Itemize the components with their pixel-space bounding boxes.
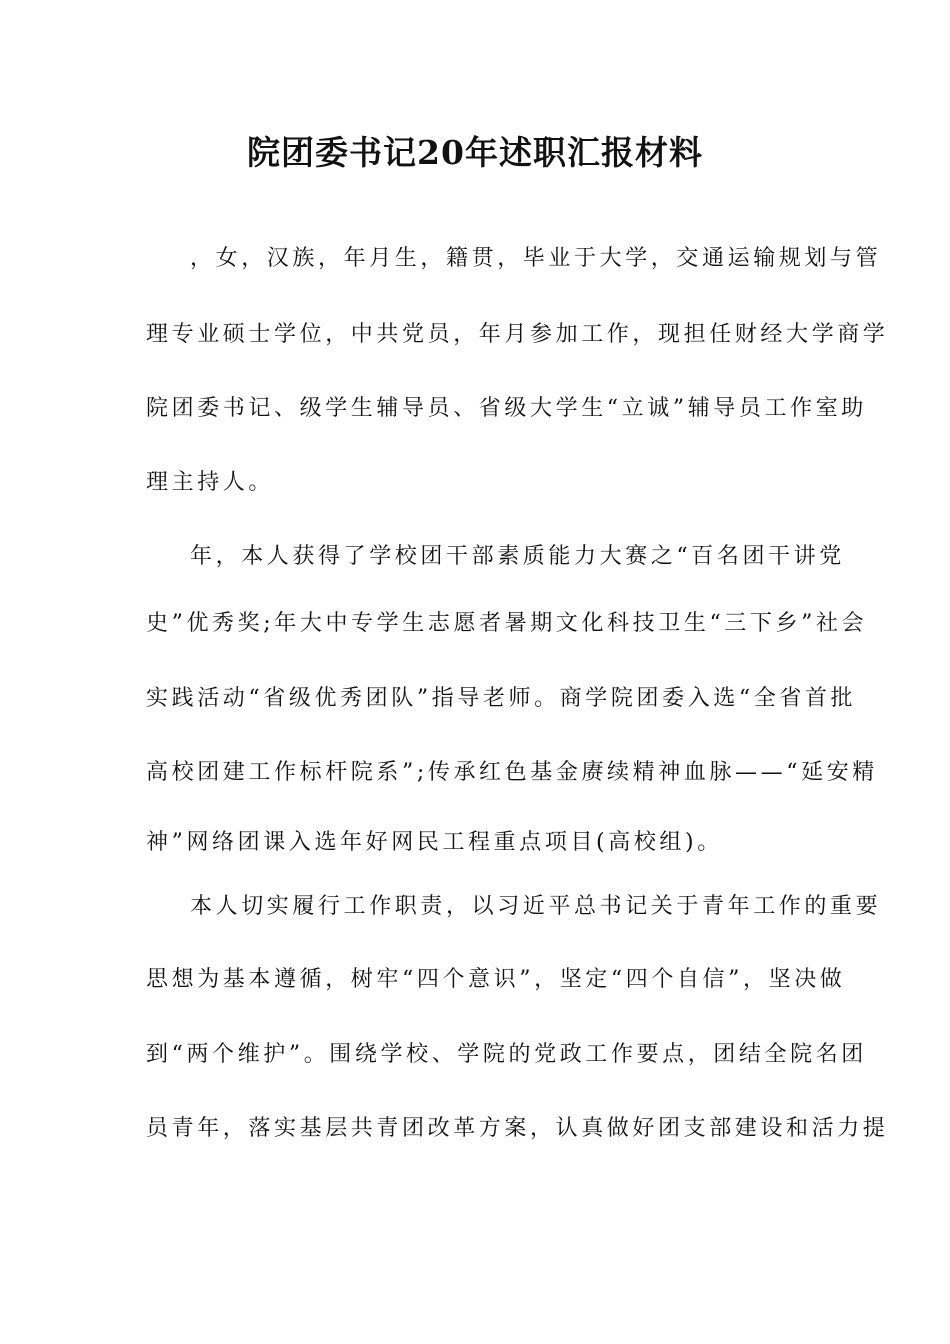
- paragraph-line: 员青年，落实基层共青团改革方案，认真做好团支部建设和活力提: [146, 1116, 889, 1141]
- paragraph-line: 理专业硕士学位，中共党员，年月参加工作，现担任财经大学商学: [146, 322, 889, 347]
- paragraph-line: 高校团建工作标杆院系”;传承红色基金赓续精神血脉——“延安精: [146, 760, 878, 785]
- paragraph-line: 院团委书记、级学生辅导员、省级大学生“立诚”辅导员工作室助: [146, 396, 867, 421]
- paragraph-line: 到“两个维护”。围绕学校、学院的党政工作要点，团结全院名团: [146, 1042, 867, 1067]
- paragraph-line: 本人切实履行工作职责，以习近平总书记关于青年工作的重要: [190, 894, 882, 919]
- document-title: 院团委书记20年述职汇报材料: [247, 133, 703, 172]
- paragraph-line: ，女，汉族，年月生，籍贯，毕业于大学，交通运输规划与管: [190, 246, 882, 271]
- paragraph-line: 年，本人获得了学校团干部素质能力大赛之“百名团干讲党: [190, 544, 845, 569]
- paragraph-line: 理主持人。: [146, 470, 275, 495]
- paragraph-line: 实践活动“省级优秀团队”指导老师。商学院团委入选“全省首批: [146, 686, 857, 711]
- paragraph-line: 史”优秀奖;年大中专学生志愿者暑期文化科技卫生“三下乡”社会: [146, 611, 868, 636]
- paragraph-line: 神”网络团课入选年好网民工程重点项目(高校组)。: [146, 830, 723, 855]
- paragraph-line: 思想为基本遵循，树牢“四个意识”，坚定“四个自信”，坚决做: [146, 967, 846, 992]
